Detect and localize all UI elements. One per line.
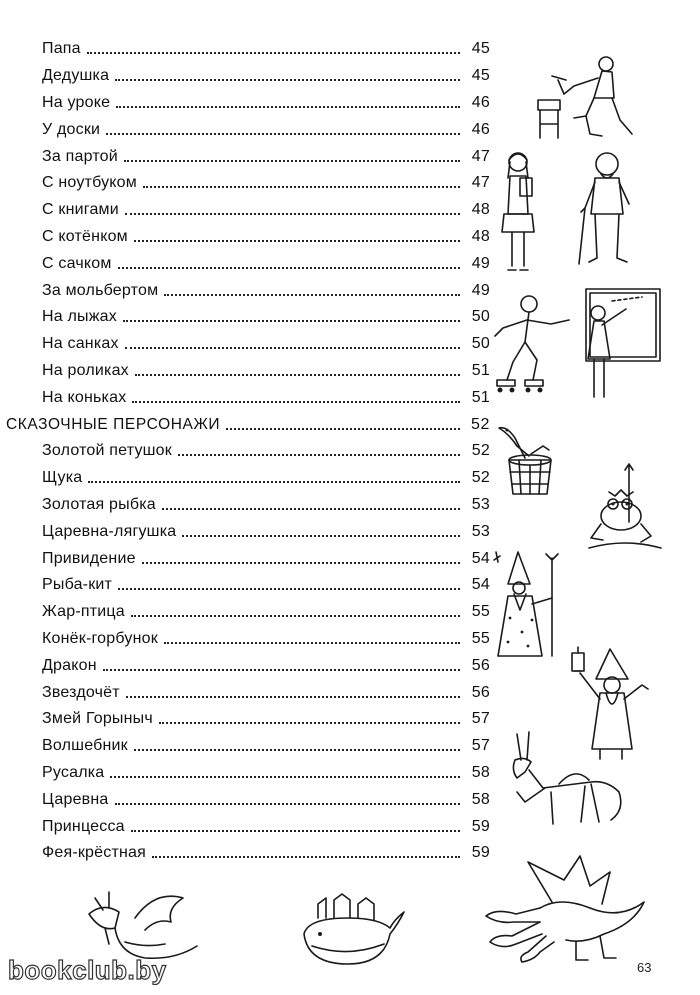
toc-entry-page: 47 [471,174,490,192]
toc-entry [0,760,490,787]
toc-entry-title: На санках [42,335,123,353]
toc-entry [0,358,490,385]
dot-leader [87,52,460,54]
toc-entry-page: 59 [471,817,490,835]
toc-entry-title: Волшебник [42,737,132,755]
toc-entry-page: 52 [471,415,490,433]
toc-entry-page: 52 [471,442,490,460]
toc-entry [0,224,490,251]
toc-entry [0,36,490,63]
toc-entry-title: Папа [42,40,85,58]
toc-entry-title: За мольбертом [42,282,162,300]
toc-entry-title: Привидение [42,550,140,568]
toc-entry-page: 59 [471,844,490,862]
toc-entry [0,518,490,545]
dot-leader [134,240,460,242]
toc-entry [0,652,490,679]
toc-entry [0,786,490,813]
dot-leader [131,830,460,832]
toc-entry-title: С книгами [42,201,123,219]
toc-entry-title: Золотой петушок [42,442,176,460]
toc-entry-title: Принцесса [42,818,129,836]
dot-leader [142,562,460,564]
toc-entry [0,143,490,170]
toc-entry-title: За партой [42,148,122,166]
frog-princess-illustration [585,462,665,554]
toc-entry-title: Дракон [42,657,101,675]
toc-entry [0,63,490,90]
toc-entry-page: 52 [471,469,490,487]
dot-leader [115,79,460,81]
toc-entry-page: 58 [471,790,490,808]
toc-entry [0,90,490,117]
watermark: bookclub.by [8,955,167,985]
toc-entry-page: 45 [471,40,490,58]
toc-section-heading [0,411,490,438]
dot-leader [115,803,460,805]
toc-entry-page: 47 [471,147,490,165]
three-headed-dragon-illustration [480,852,648,964]
toc-entry-page: 49 [471,254,490,272]
dot-leader [118,267,460,269]
dot-leader [164,642,460,644]
toc-entry-page: 53 [471,495,490,513]
toc-entry-title: С ноутбуком [42,174,141,192]
roller-skater-illustration [485,290,575,400]
dot-leader [123,320,460,322]
toc-entry [0,197,490,224]
little-humpbacked-horse-illustration [495,730,635,830]
toc-entry-title: Царевна [42,791,113,809]
toc-entry [0,170,490,197]
toc-entry-title: С котёнком [42,228,132,246]
toc-entry-page: 57 [471,737,490,755]
toc-entry [0,706,490,733]
table-of-contents [0,36,490,867]
dot-leader [88,481,460,483]
dot-leader [162,508,460,510]
toc-entry-page: 55 [471,603,490,621]
dot-leader [134,749,460,751]
toc-entry-page: 45 [471,67,490,85]
toc-entry-page: 51 [471,361,490,379]
toc-entry [0,331,490,358]
dot-leader [103,669,460,671]
toc-entry-title: У доски [42,121,104,139]
toc-entry-page: 54 [471,576,490,594]
toc-entry-page: 53 [471,522,490,540]
toc-entry [0,465,490,492]
dot-leader [125,213,460,215]
toc-entry [0,545,490,572]
dot-leader [125,347,460,349]
toc-entry-page: 56 [471,683,490,701]
toc-entry-page: 48 [471,227,490,245]
dot-leader [135,374,460,376]
carpenter-illustration [528,50,638,142]
toc-entry-page: 50 [471,308,490,326]
toc-entry [0,304,490,331]
dot-leader [226,428,460,430]
toc-entry [0,277,490,304]
dot-leader [110,776,460,778]
toc-entry-page: 58 [471,763,490,781]
toc-entry-title: СКАЗОЧНЫЕ ПЕРСОНАЖИ [6,416,224,434]
toc-entry [0,813,490,840]
dot-leader [124,160,460,162]
dot-leader [164,294,460,296]
dot-leader [132,401,460,403]
dot-leader [131,615,460,617]
toc-entry-page: 54 [471,549,490,567]
toc-entry-title: Царевна-лягушка [42,523,180,541]
grandfather-illustration [575,148,645,268]
toc-entry-page: 51 [471,388,490,406]
wizard-illustration [490,548,570,660]
toc-entry-page: 49 [471,281,490,299]
toc-entry-title: На лыжах [42,308,121,326]
toc-entry-title: Русалка [42,764,108,782]
toc-entry-title: На роликах [42,362,133,380]
toc-entry [0,733,490,760]
toc-entry-page: 46 [471,93,490,111]
toc-entry [0,572,490,599]
dot-leader [118,588,460,590]
dot-leader [106,133,460,135]
schoolgirl-illustration [490,148,546,278]
toc-entry-page: 48 [471,201,490,219]
toc-entry [0,679,490,706]
toc-entry [0,599,490,626]
dot-leader [152,856,460,858]
toc-entry-page: 57 [471,710,490,728]
toc-entry-page: 55 [471,629,490,647]
toc-entry-title: Звездочёт [42,684,124,702]
toc-entry-title: Рыба-кит [42,576,116,594]
dot-leader [126,696,460,698]
toc-entry [0,492,490,519]
toc-entry-title: Дедушка [42,67,113,85]
toc-entry [0,626,490,653]
toc-entry-title: Конёк-горбунок [42,630,162,648]
toc-entry-title: Фея-крёстная [42,844,150,862]
pike-in-bucket-illustration [495,420,565,498]
toc-entry [0,384,490,411]
dot-leader [143,186,460,188]
toc-entry-page: 46 [471,120,490,138]
toc-entry-page: 56 [471,656,490,674]
teacher-at-board-illustration [572,285,664,403]
toc-entry-title: С сачком [42,255,116,273]
toc-entry-title: Змей Горыныч [42,710,157,728]
toc-entry [0,840,490,867]
toc-entry-title: На коньках [42,389,130,407]
whale-illustration [298,888,408,970]
toc-entry [0,250,490,277]
toc-entry-title: Щука [42,469,86,487]
toc-entry-title: Золотая рыбка [42,496,160,514]
page-number: 63 [637,960,652,975]
dot-leader [159,722,460,724]
dot-leader [178,454,460,456]
toc-entry-title: На уроке [42,94,114,112]
dot-leader [116,106,460,108]
toc-entry [0,438,490,465]
dot-leader [182,535,460,537]
toc-entry [0,116,490,143]
toc-entry-title: Жар-птица [42,603,129,621]
toc-entry-page: 50 [471,335,490,353]
